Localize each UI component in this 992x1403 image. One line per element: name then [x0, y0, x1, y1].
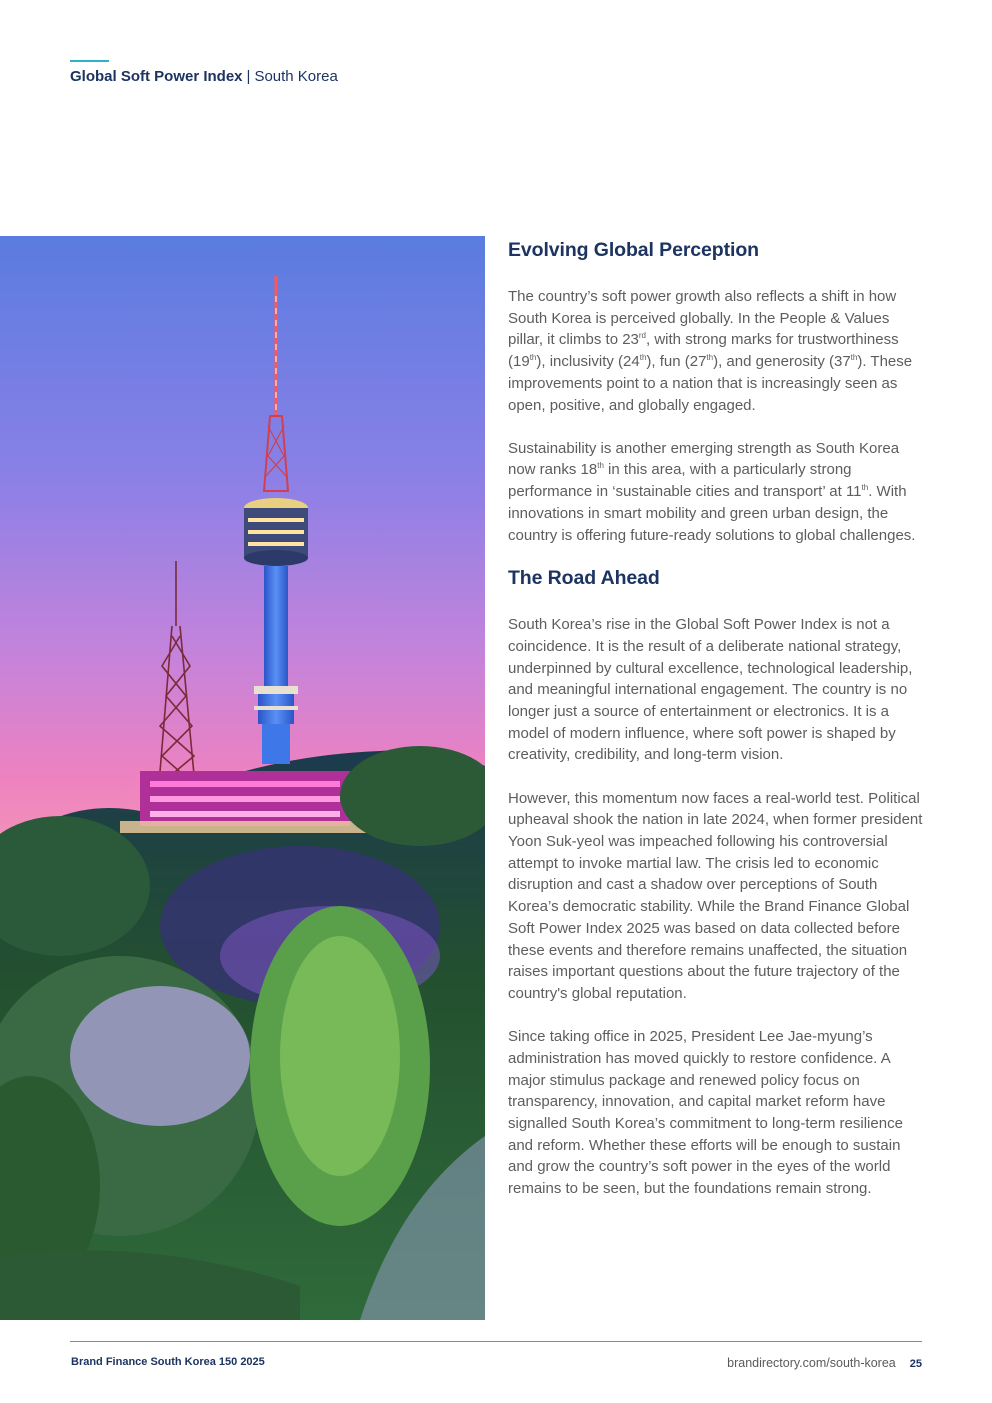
header-accent-line: [70, 60, 109, 62]
ordinal-suffix: th: [639, 353, 647, 363]
footer-right: [727, 1356, 922, 1370]
text-run: Sustainability is another emerging strength as South Korea now ranks 18: [508, 439, 900, 479]
paragraph-rise: South Korea’s rise in the Global Soft Power Index is not a coincidence. It is the result of a deliberate national strategy, underpinned by cultural excellence, technological leadership, and meaningful international engagement. The country is no longer just a source of entertainment or electronics. It is a model of modern influence, where soft power is shaped by creativity, credibility, and long-term vision.: [508, 616, 913, 764]
text-run: ), inclusivity (24: [536, 353, 640, 371]
ordinal-suffix: th: [861, 483, 869, 493]
text-run: . With innovations in smart mobility and green urban design, the country is offering future-ready solutions to global challenges.: [508, 483, 916, 544]
header-subtitle: South Korea: [254, 68, 338, 85]
text-run: , with strong marks for trustworthiness (19: [508, 331, 899, 371]
header-title: Global Soft Power Index: [70, 68, 243, 85]
footer-url-link[interactable]: brandirectory.com/south-korea: [727, 1356, 896, 1370]
ordinal-suffix: th: [706, 353, 714, 363]
footer-publication: Brand Finance South Korea 150 2025: [71, 1356, 265, 1368]
text-run: ), and generosity (37: [713, 353, 851, 371]
ordinal-suffix: th: [850, 353, 858, 363]
page-number: 25: [909, 1358, 922, 1370]
text-run: ). These improvements point to a nation that is increasingly seen as open, positive, and globally engaged.: [508, 353, 913, 414]
footer-divider: [70, 1341, 922, 1342]
text-run: in this area, with a particularly strong performance in ‘sustainable cities and transport’ at 11: [508, 461, 862, 501]
ordinal-suffix: th: [597, 461, 604, 471]
paragraph-new-administration: Since taking office in 2025, President Lee Jae-myung’s administration has moved quickly to restore confidence. A major stimulus package and renewed policy focus on transparency, innovation, and capital market reform have signalled South Korea’s commitment to long-term resilience and reform. Whether these efforts will be enough to sustain and grow the country’s soft power in the eyes of the world remains to be seen, but the foundations remain strong.: [508, 1028, 903, 1198]
running-header: [70, 68, 338, 85]
header-separator: |: [246, 68, 251, 85]
section-heading-road-ahead: The Road Ahead: [508, 567, 660, 590]
paragraph-political-upheaval: However, this momentum now faces a real-world test. Political upheaval shook the nation in late 2024, when former president Yoon Suk-yeol was impeached following his controversial attempt to invoke martial law. The crisis led to economic disruption and cast a shadow over perceptions of South Korea’s democratic stability. While the Brand Finance Global Soft Power Index 2025 was based on data collected before these events and therefore remains unaffected, the situation raises important questions about the future trajectory of the country's global reputation.: [508, 789, 923, 1002]
text-run: The country’s soft power growth also reflects a shift in how South Korea is perceived globally. In the People & Values pillar, it climbs to 23: [508, 288, 897, 349]
section-heading-evolving: Evolving Global Perception: [508, 239, 759, 261]
article-column: [508, 236, 928, 1200]
ordinal-suffix: th: [529, 353, 537, 363]
paragraph-sustainability: [508, 438, 928, 547]
seoul-tower-illustration: [0, 236, 485, 1320]
paragraph-people-values: [508, 286, 928, 416]
ordinal-suffix: rd: [638, 331, 647, 341]
namsan-tower-photo: [0, 236, 485, 1320]
text-run: ), fun (27: [646, 353, 707, 371]
